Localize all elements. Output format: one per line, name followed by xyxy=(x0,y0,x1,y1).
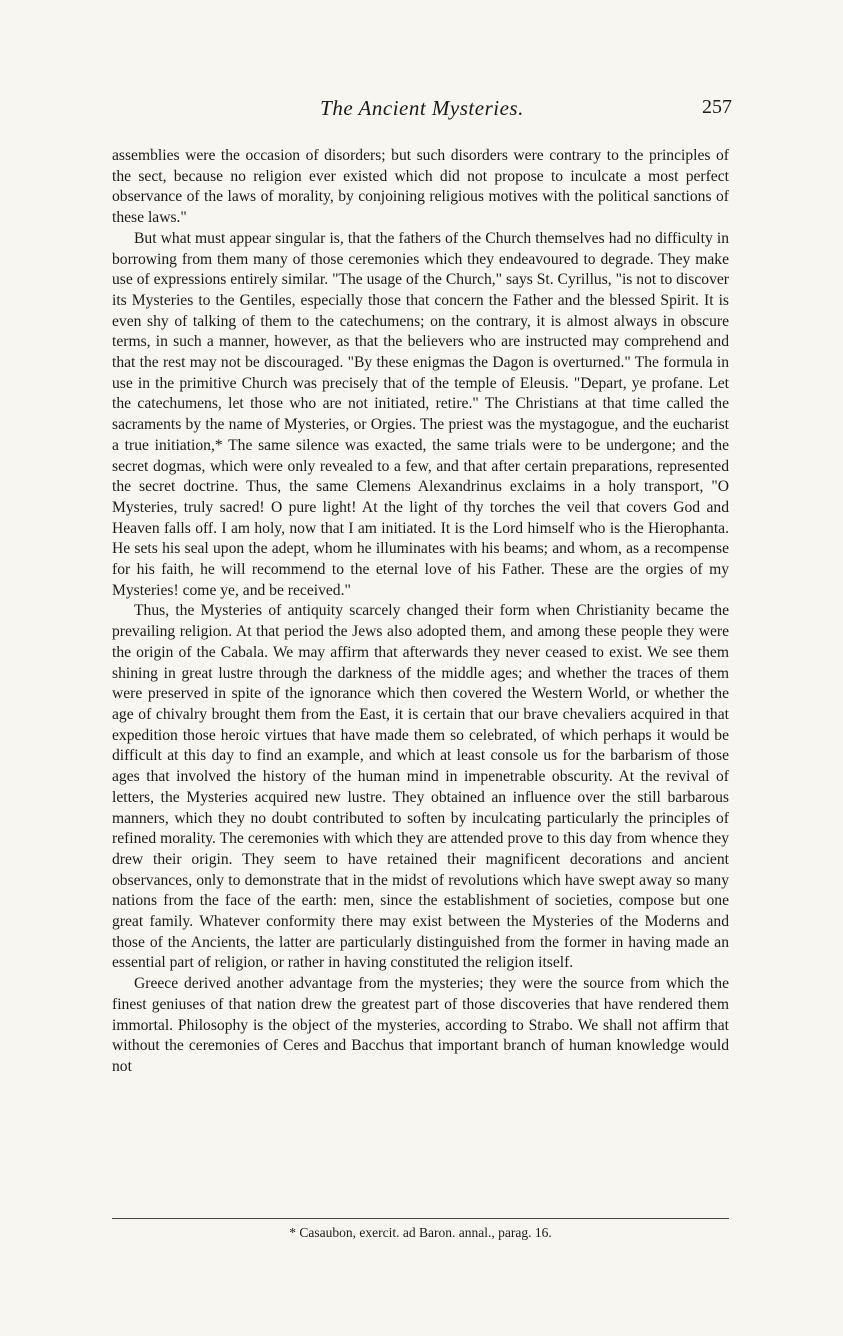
page-number: 257 xyxy=(702,96,732,118)
footnote-divider xyxy=(112,1218,729,1219)
paragraph-4: Greece derived another advantage from the mysteries; they were the source from which the finest geniuses of that nation drew the greatest part of those discoveries that have rendered them immortal. Philosophy is the object of the mysteries, according to Strabo. We shall not affirm that without the ceremonies of Ceres and Bacchus that important branch of human knowledge would not xyxy=(112,975,729,1075)
paragraph-3: Thus, the Mysteries of antiquity scarcely changed their form when Christianity became the prevailing religion. At that period the Jews also adopted them, and among these people they were the origin of the Cabala. We may affirm that afterwards they never ceased to exist. We see them shining in great lustre through the darkness of the middle ages; and whether the traces of them were preserved in spite of the ignorance which then covered the Western World, or whether the age of chivalry brought them from the East, it is certain that our brave chevaliers acquired in that expedition those heroic virtues that have made them so celebrated, of which perhaps it would be difficult at this day to find an example, and which at least console us for the barbarism of those ages that involved the history of the human mind in impenetrable obscurity. At the revival of letters, the Mysteries acquired new lustre. They obtained an influence over the still barbarous manners, which they no doubt contributed to soften by inculcating particularly the principles of refined morality. The ceremonies with which they are attended prove to this day from whence they drew their origin. They seem to have retained their magnificent decorations and ancient observances, only to demonstrate that in the midst of revolutions which have swept away so many nations from the face of the earth: men, since the establishment of societies, compose but one great family. Whatever conformity there may exist between the Mysteries of the Moderns and those of the Ancients, the latter are particularly distinguished from the former in having made an essential part of religion, or rather in having constituted the religion itself. xyxy=(112,602,729,972)
paragraph-1: assemblies were the occasion of disorders; but such disorders were contrary to the principles of the sect, because no religion ever existed which did not propose to inculcate a most perfect observance of the laws of morality, by conjoining religious motives with the political sanctions of these laws." xyxy=(112,147,729,227)
footnote: * Casaubon, exercit. ad Baron. annal., parag. 16. xyxy=(289,1225,552,1240)
paragraph-2: But what must appear singular is, that the fathers of the Church themselves had no difficulty in borrowing from them many of those ceremonies which they endeavoured to degrade. They make use of expressions entirely similar. "The usage of the Church," says St. Cyrillus, "is not to discover its Mysteries to the Gentiles, especially those that concern the Father and the blessed Spirit. It is even shy of talking of them to the catechumens; on the contrary, it is almost always in obscure terms, in such a manner, however, as that the believers who are instructed may comprehend and that the rest may not be discouraged. "By these enigmas the Dagon is overturned." The formula in use in the primitive Church was precisely that of the temple of Eleusis. "Depart, ye profane. Let the catechumens, let those who are not initiated, retire." The Christians at that time called the sacraments by the name of Mysteries, or Orgies. The priest was the mystagogue, and the eucharist a true initiation,* The same silence was exacted, the same trials were to be undergone; and the secret dogmas, which were only revealed to a few, and that after certain preparations, represented the secret doctrine. Thus, the same Clemens Alexandrinus exclaims in a holy transport, "O Mysteries, truly sacred! O pure light! At the light of thy torches the veil that covers God and Heaven falls off. I am holy, now that I am initiated. It is the Lord himself who is the Hierophanta. He sets his seal upon the adept, whom he illuminates with his beams; and whom, as a recompense for his faith, he will recommend to the eternal love of his Father. These are the orgies of my Mysteries! come ye, and be received." xyxy=(112,229,729,599)
running-head xyxy=(112,96,732,124)
body-text xyxy=(112,146,729,1078)
running-title: The Ancient Mysteries. xyxy=(320,96,524,120)
